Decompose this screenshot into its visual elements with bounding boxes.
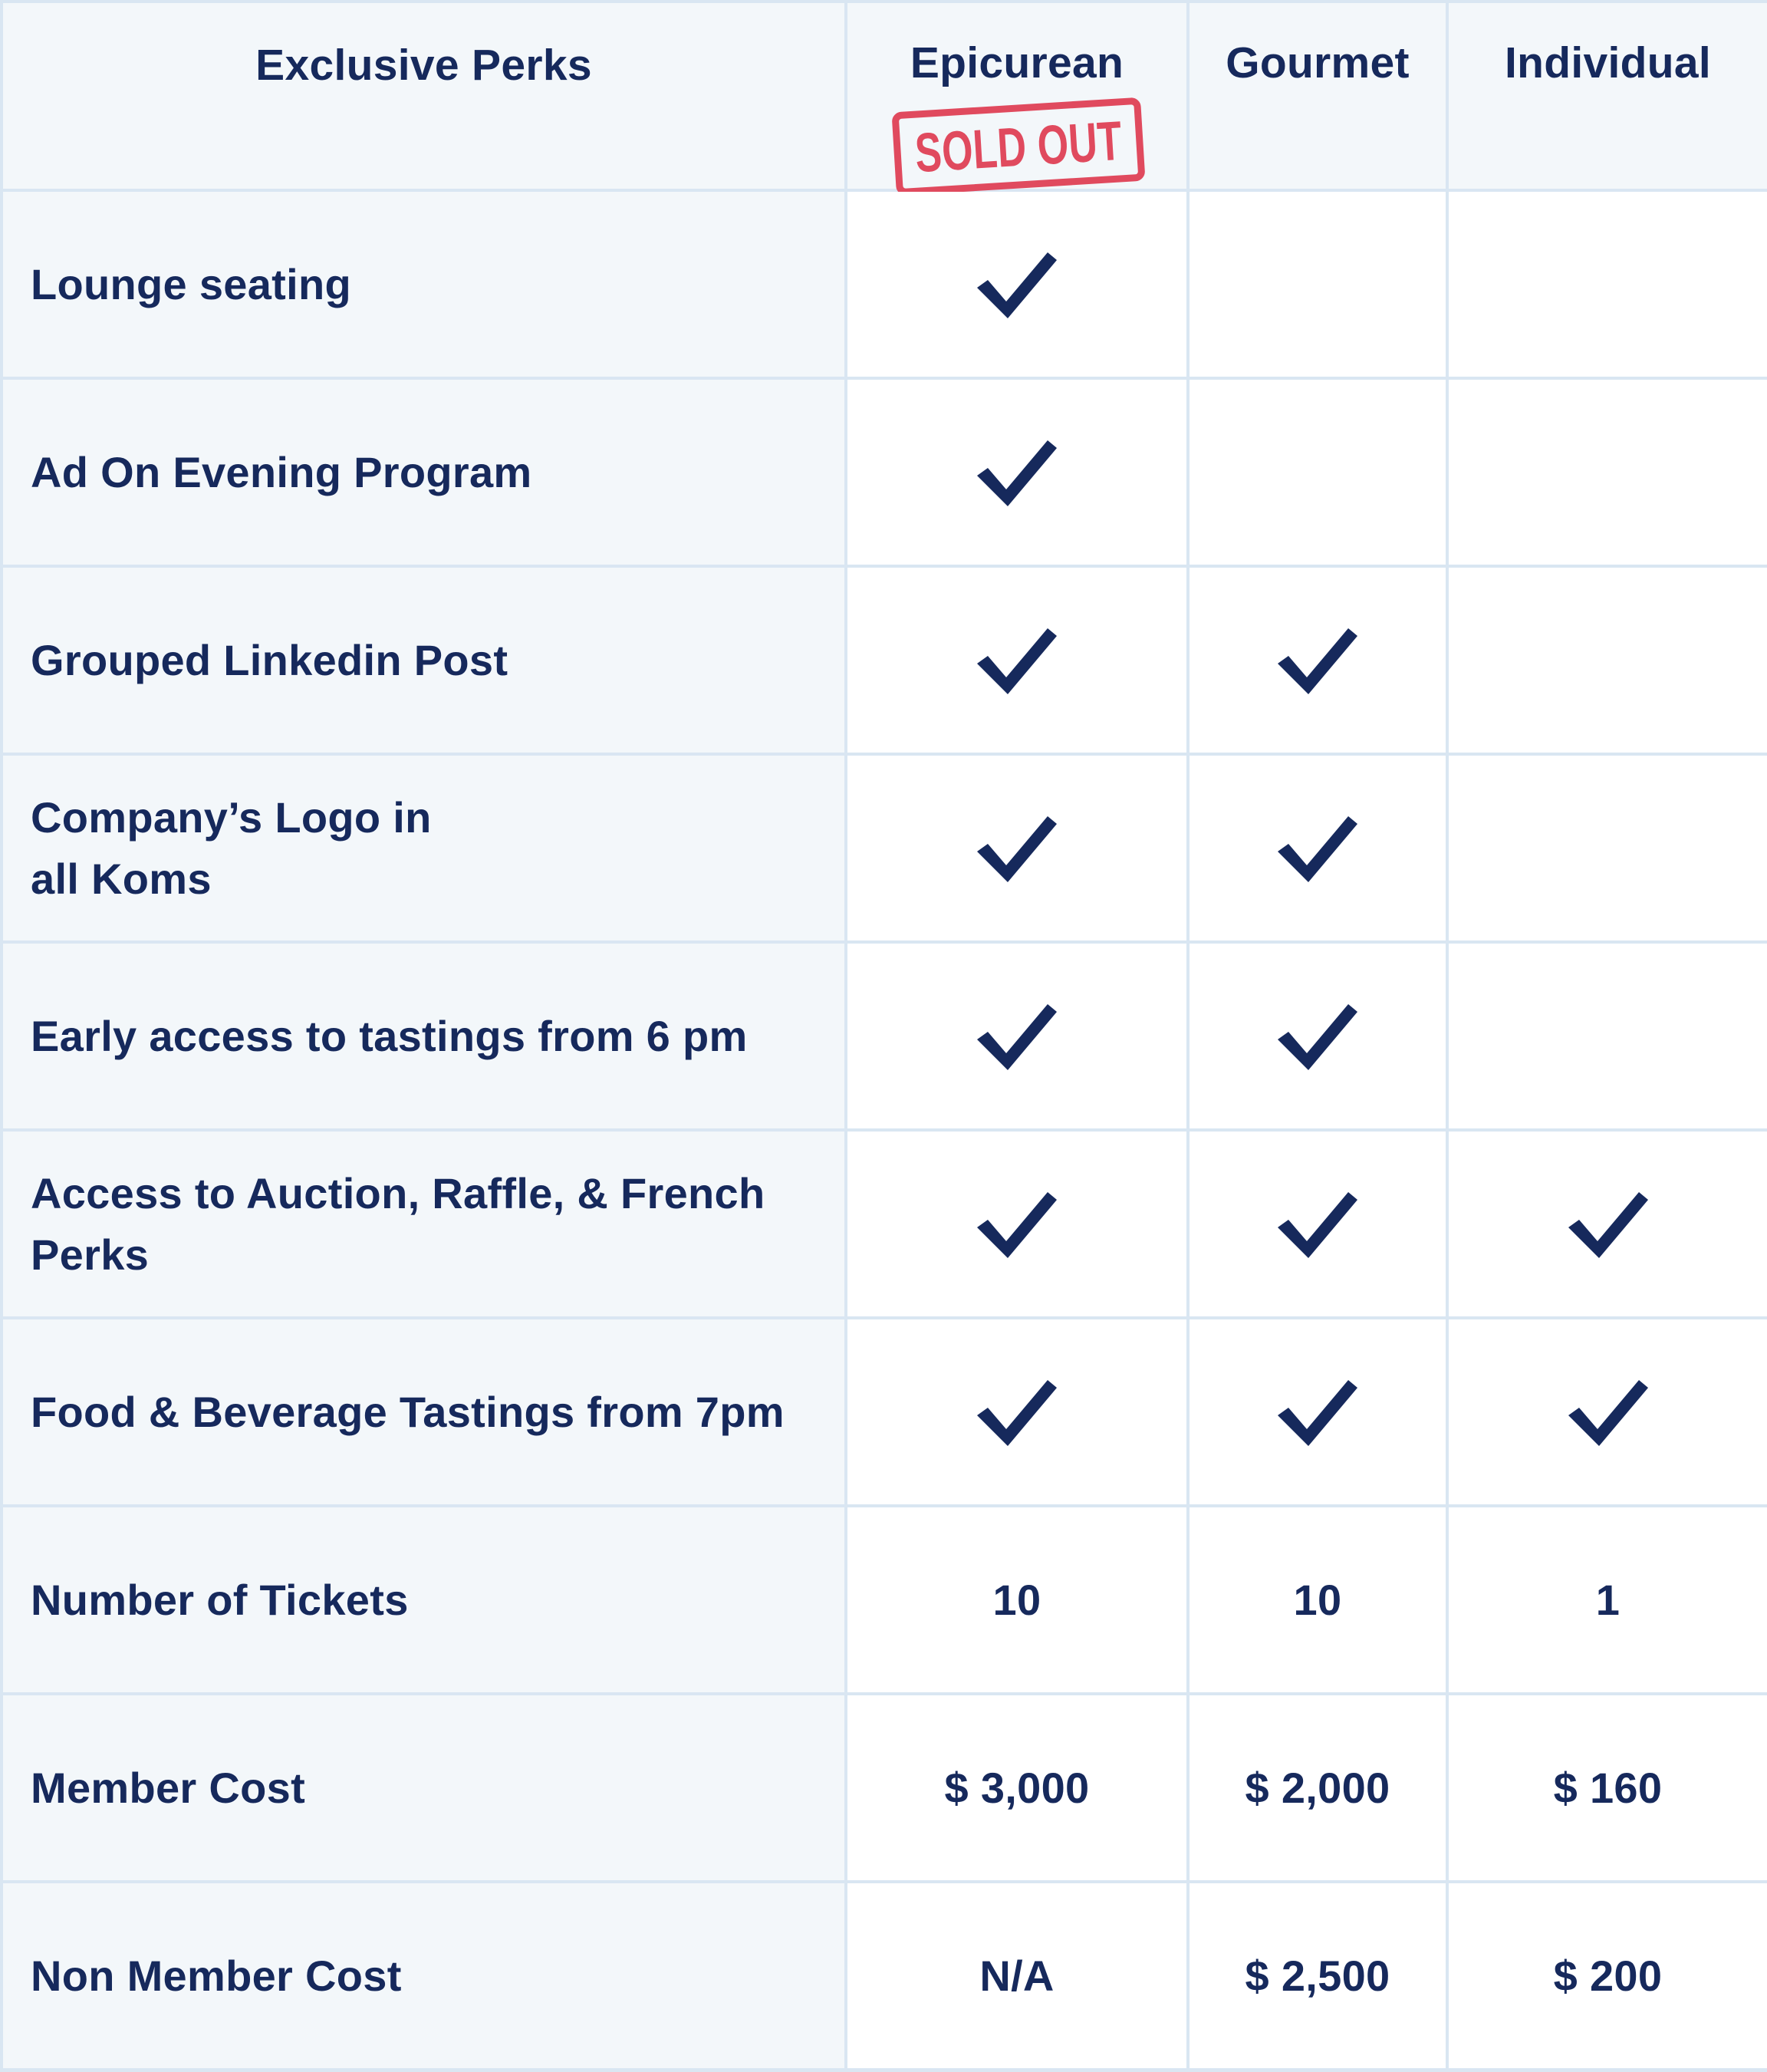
value-cell (1190, 568, 1446, 753)
value-cell (1190, 1695, 1446, 1880)
value-text: $ 3,000 (944, 1764, 1090, 1812)
check-icon (1565, 1188, 1651, 1261)
value-cell (847, 1132, 1186, 1316)
value-cell (847, 1319, 1186, 1504)
value-text: $ 160 (1553, 1764, 1663, 1812)
value-cell (1449, 568, 1767, 753)
header-exclusive-perks: Exclusive Perks (3, 3, 844, 189)
check-icon (1275, 1188, 1361, 1261)
perk-label: Non Member Cost (3, 1883, 844, 2068)
perk-label: Ad On Evening Program (3, 380, 844, 565)
value-cell (1449, 380, 1767, 565)
value-text: $ 200 (1553, 1952, 1663, 2000)
value-cell (847, 944, 1186, 1128)
check-icon (974, 248, 1060, 321)
check-icon (1275, 1375, 1361, 1449)
perk-label-line: Access to Auction, Raffle, & French (31, 1168, 765, 1217)
check-icon (1565, 1375, 1651, 1449)
value-cell (1190, 1883, 1446, 2068)
value-text: 10 (1293, 1576, 1342, 1624)
check-icon (974, 436, 1060, 509)
perk-label-line: Perks (31, 1230, 150, 1279)
perk-label: Early access to tastings from 6 pm (3, 944, 844, 1128)
value-cell (1449, 944, 1767, 1128)
header-tier-individual: Individual (1449, 3, 1767, 189)
check-icon (1275, 624, 1361, 697)
value-cell (1190, 1507, 1446, 1692)
sold-out-stamp-text: SOLD OUT (913, 105, 1204, 185)
value-text: 1 (1595, 1576, 1621, 1624)
value-cell (1449, 1883, 1767, 2068)
value-text: N/A (979, 1952, 1055, 2000)
value-cell (1190, 1319, 1446, 1504)
value-cell (1190, 380, 1446, 565)
perk-label: Number of Tickets (3, 1507, 844, 1692)
value-text: 10 (992, 1576, 1041, 1624)
check-icon (1275, 812, 1361, 885)
check-icon (974, 624, 1060, 697)
value-cell (847, 1883, 1186, 2068)
value-cell (847, 192, 1186, 377)
check-icon (1275, 1000, 1361, 1073)
perk-label: Food & Beverage Tastings from 7pm (3, 1319, 844, 1504)
value-cell (847, 568, 1186, 753)
tier-label-epicurean: Epicurean (910, 38, 1124, 87)
value-cell (847, 380, 1186, 565)
value-cell (1449, 1507, 1767, 1692)
value-cell (1449, 192, 1767, 377)
perk-label (3, 756, 844, 940)
value-cell (1449, 756, 1767, 940)
header-tier-epicurean (847, 3, 1204, 189)
sold-out-stamp (891, 97, 1204, 196)
perk-label: Grouped Linkedin Post (3, 568, 844, 753)
value-cell (847, 1507, 1186, 1692)
value-text: $ 2,500 (1245, 1952, 1390, 2000)
perk-label: Lounge seating (3, 192, 844, 377)
check-icon (974, 1375, 1060, 1449)
value-cell (1449, 1319, 1767, 1504)
value-cell (1449, 1132, 1767, 1316)
value-cell (1190, 192, 1446, 377)
value-cell (1449, 1695, 1767, 1880)
value-text: $ 2,000 (1245, 1764, 1390, 1812)
perk-label: Member Cost (3, 1695, 844, 1880)
value-cell (1190, 944, 1446, 1128)
value-cell (1190, 756, 1446, 940)
check-icon (974, 1188, 1060, 1261)
perk-label-line: Company’s Logo in (31, 792, 432, 842)
perk-label (3, 1132, 844, 1316)
value-cell (847, 756, 1186, 940)
check-icon (974, 812, 1060, 885)
value-cell (1190, 1132, 1446, 1316)
header-tier-gourmet: Gourmet (1190, 3, 1446, 189)
check-icon (974, 1000, 1060, 1073)
value-cell (847, 1695, 1186, 1880)
perk-label-line: all Koms (31, 854, 212, 903)
